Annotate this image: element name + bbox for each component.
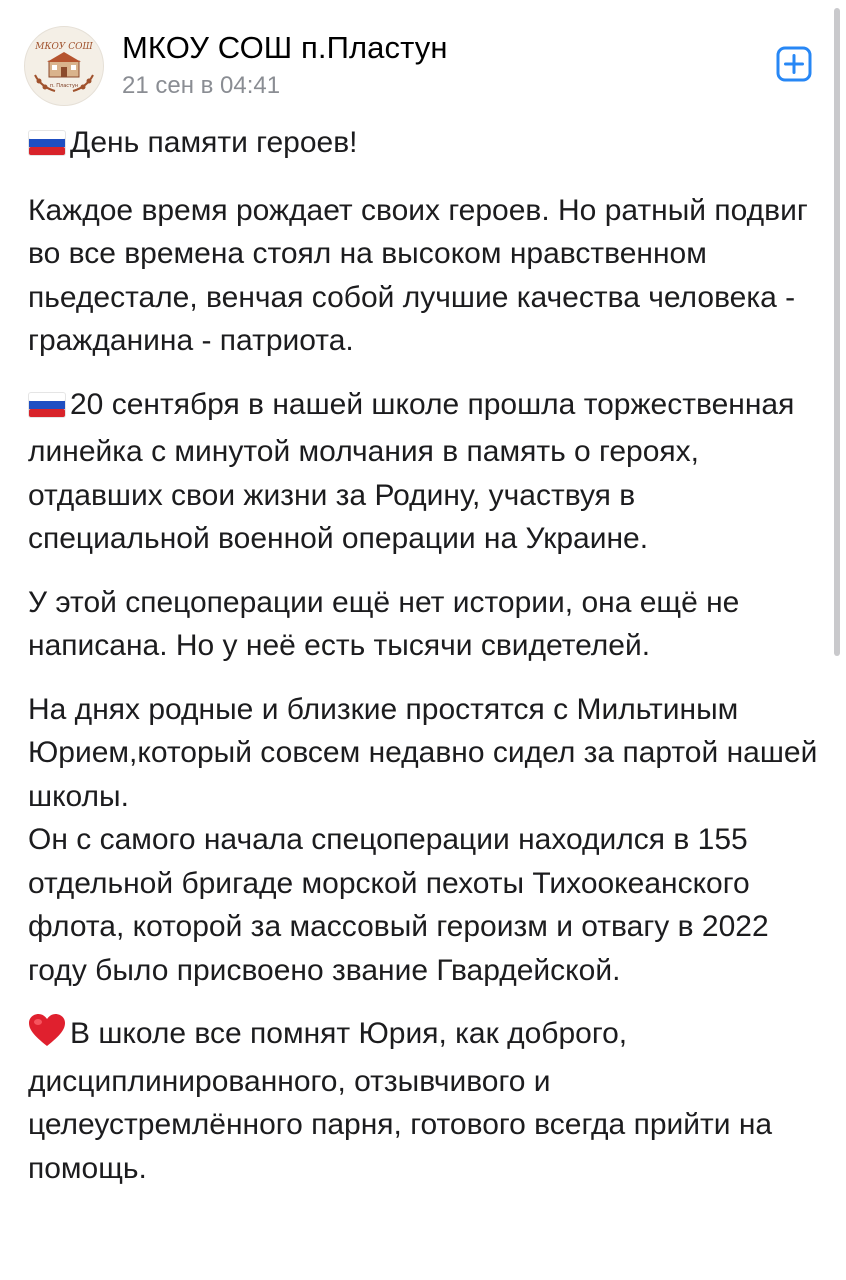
post-paragraph: [28, 581, 818, 668]
avatar-logo-text-top: МКОУ СОШ: [35, 42, 93, 52]
paragraph-text: На днях родные и близкие простятся с Мильтиным Юрием,который совсем недавно сидел за партой нашей школы. Он с самого начала спецоперации находился в 155 отдельной бригаде морской пехоты Тихоокеанского флота, которой за массовый героизм и отвагу в 2022 году было присвоено звание Гвардейской.: [28, 692, 818, 987]
red-heart-icon: [28, 1013, 66, 1060]
avatar-logo-text-bottom: п. Пластун: [49, 83, 79, 89]
flag-russia-icon: [28, 125, 66, 169]
school-logo-icon: [25, 27, 103, 105]
avatar[interactable]: [24, 26, 104, 106]
post-paragraph: [28, 1012, 818, 1190]
paragraph-text: У этой спецоперации ещё нет истории, она ещё не написана. Но у неё есть тысячи свидетелей.: [28, 585, 740, 662]
post-header: [24, 24, 824, 104]
post-paragraph: [28, 189, 818, 363]
post-paragraph: [28, 383, 818, 561]
add-button[interactable]: [776, 46, 812, 82]
post-paragraph: [28, 688, 818, 993]
scrollbar-thumb[interactable]: [834, 8, 840, 656]
scrollbar[interactable]: [834, 0, 840, 1280]
paragraph-text: День памяти героев!: [70, 126, 358, 159]
plus-square-icon: [776, 46, 812, 82]
flag-russia-icon: [28, 387, 66, 431]
post-date[interactable]: 21 сен в 04:41: [122, 72, 281, 99]
paragraph-text: В школе все помнят Юрия, как доброго, дисциплинированного, отзывчивого и целеустремлённого парня, готового всегда прийти на помощь.: [28, 1017, 773, 1185]
post-text: [28, 121, 818, 1210]
author-name[interactable]: МКОУ СОШ п.Пластун: [122, 30, 448, 65]
paragraph-text: Каждое время рождает своих героев. Но ратный подвиг во все времена стоял на высоком нравственном пьедестале, венчая собой лучшие качества человека - гражданина - патриота.: [28, 193, 808, 357]
paragraph-text: 20 сентября в нашей школе прошла торжественная линейка с минутой молчания в память о героях, отдавших свои жизни за Родину, участвуя в специальной военной операции на Украине.: [28, 387, 795, 555]
post-paragraph: [28, 121, 818, 169]
